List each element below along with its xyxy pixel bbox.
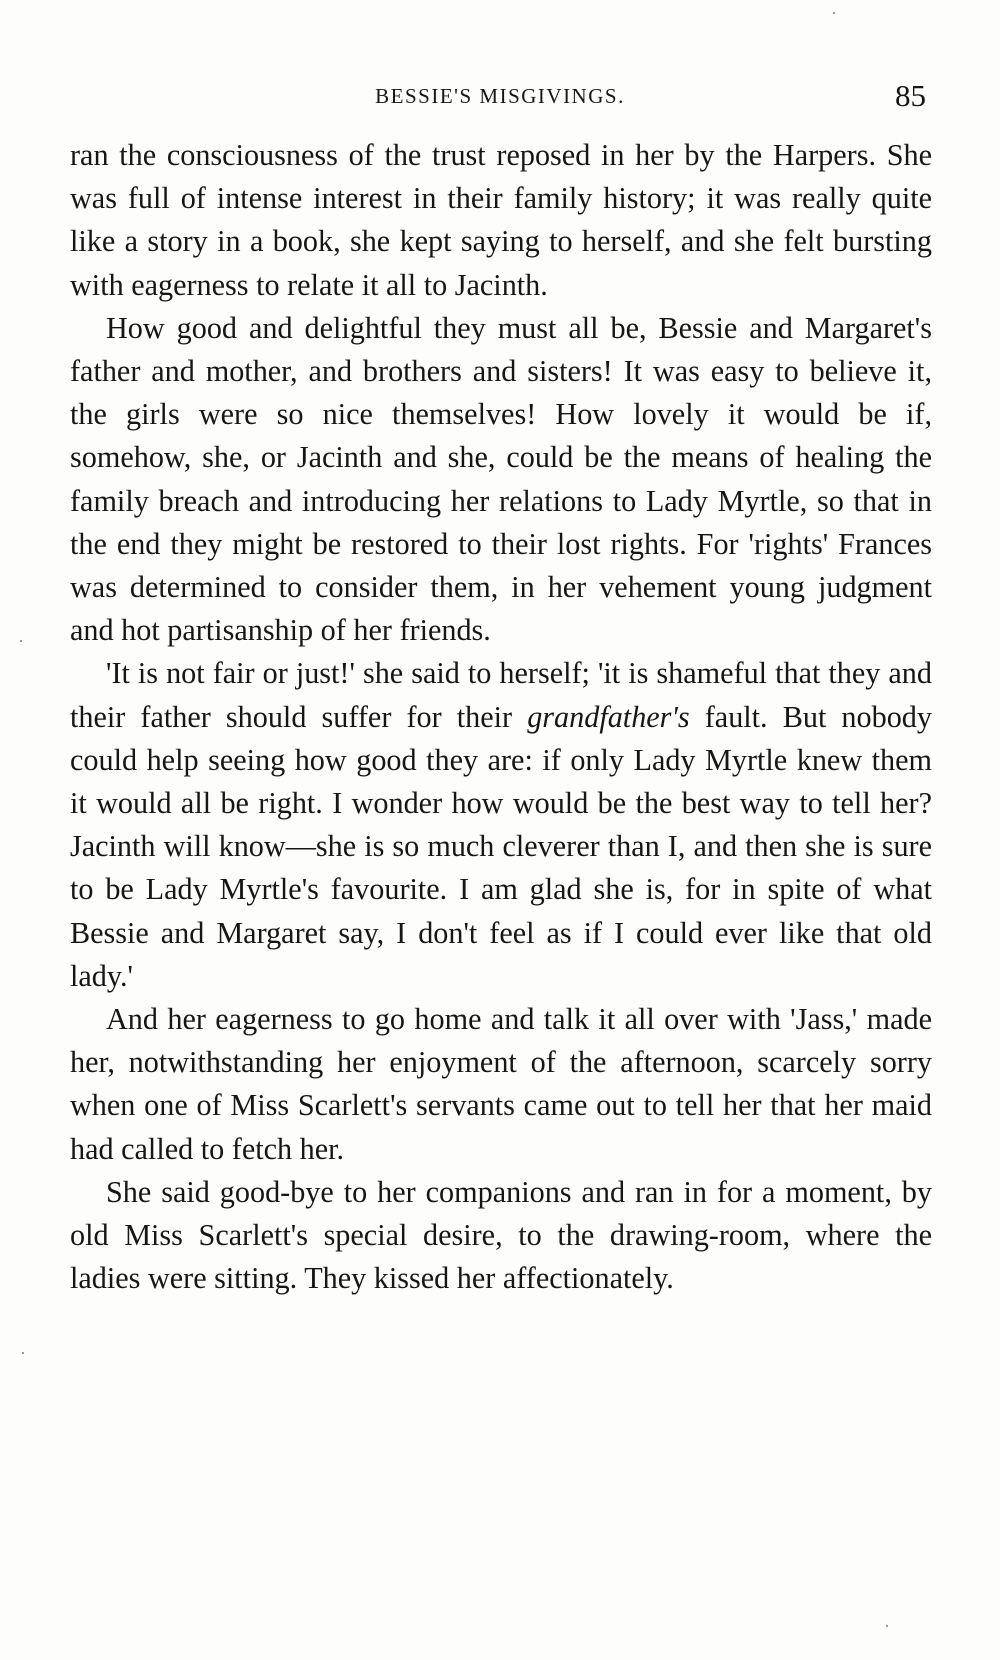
paper-speck — [833, 12, 835, 14]
paragraph-1: ran the consciousness of the trust reposed in her by the Harpers. She was full of intense interest in their family history; it was really quite like a story in a book, she kept saying to herself, and she felt bursting with eagerness to relate it all to Jacinth. — [70, 138, 932, 302]
running-head — [70, 78, 930, 118]
paper-speck — [22, 1352, 24, 1354]
paragraph-3-part-1: 'It is not fair or just!' she said to herself; 'it is shameful that they and their father should suffer for their — [70, 656, 932, 734]
running-title: BESSIE'S MISGIVINGS. — [375, 84, 625, 108]
paragraph-3 — [70, 652, 932, 998]
body-text — [70, 134, 932, 1300]
emphasis-grandfathers: grandfather's — [527, 699, 690, 734]
paper-speck — [886, 1625, 888, 1627]
paragraph-3-part-2: fault. But nobody could help seeing how good they are: if only Lady Myrtle knew them it would all be right. I wonder how would be the best way to tell her? Jacinth will know—she is so much cleverer than I, and then she is sure to be Lady Myrtle's favourite. I am glad she is, for in spite of what Bessie and Margaret say, I don't feel as if I could ever like that old lady.' — [70, 699, 932, 993]
paper-speck — [20, 640, 22, 642]
paragraph-2: How good and delightful they must all be, Bessie and Margaret's father and mother, and brothers and sisters! It was easy to believe it, the girls were so nice themselves! How lovely it would be if, somehow, she, or Jacinth and she, could be the means of healing the family breach and introducing her relations to Lady Myrtle, so that in the end they might be restored to their lost rights. For 'rights' Frances was determined to consider them, in her vehement young judgment and hot partisanship of her friends. — [70, 310, 932, 648]
paragraph-5: She said good-bye to her companions and ran in for a moment, by old Miss Scarlett's special desire, to the drawing-room, where the ladies were sitting. They kissed her affectionately. — [70, 1174, 932, 1296]
paragraph-4: And her eagerness to go home and talk it all over with 'Jass,' made her, notwithstanding her enjoyment of the afternoon, scarcely sorry when one of Miss Scarlett's servants came out to tell her that her maid had called to fetch her. — [70, 1002, 932, 1166]
page-number: 85 — [895, 78, 926, 113]
